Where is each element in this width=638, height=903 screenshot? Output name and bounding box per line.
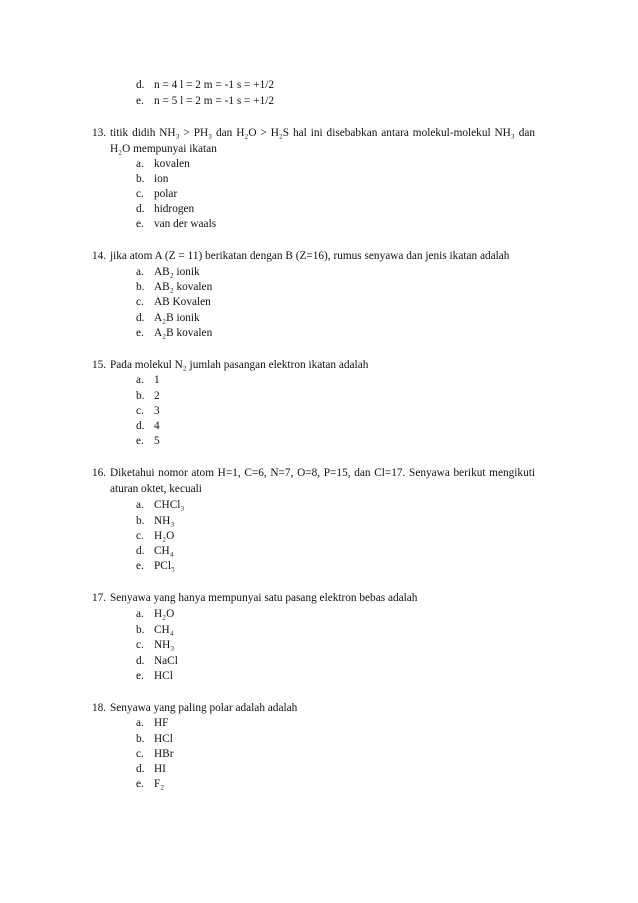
option-text: n = 4 l = 2 m = -1 s = +1/2 <box>154 79 275 91</box>
option-letter: d. <box>136 655 145 667</box>
option-letter: b. <box>136 173 145 185</box>
option-letter: c. <box>136 530 144 542</box>
option-text: 3 <box>154 405 160 417</box>
option-text: HF <box>154 717 169 729</box>
option-text: CH₄ <box>154 545 174 557</box>
option-text: A₂B ionik <box>154 312 200 324</box>
question-number: 18. <box>92 702 107 714</box>
option-letter: c. <box>136 748 144 760</box>
option-text: F₂ <box>154 778 165 790</box>
question-text-line-1: Pada molekul N₂ jumlah pasangan elektron ikatan adalah <box>110 359 369 371</box>
option-text: polar <box>154 188 178 200</box>
option-text: NH₃ <box>154 515 175 527</box>
option-text: HCl <box>154 733 173 745</box>
option-letter: b. <box>136 390 145 402</box>
question-text-line-1: Senyawa yang paling polar adalah adalah <box>110 702 298 714</box>
option-letter: c. <box>136 296 144 308</box>
option-text: CHCl₃ <box>154 499 185 511</box>
option-text: n = 5 l = 2 m = -1 s = +1/2 <box>154 95 275 107</box>
option-text: H₂O <box>154 608 175 620</box>
question-number: 16. <box>92 467 107 479</box>
option-text: HI <box>154 763 166 775</box>
option-letter: d. <box>136 420 145 432</box>
option-letter: a. <box>136 717 144 729</box>
option-letter: a. <box>136 499 144 511</box>
option-letter: e. <box>136 670 144 682</box>
option-text: PCl₅ <box>154 560 175 572</box>
option-letter: b. <box>136 281 145 293</box>
option-letter: d. <box>136 79 145 91</box>
question-text-line-2: H₂O mempunyai ikatan <box>110 143 217 155</box>
option-text: 2 <box>154 390 160 402</box>
option-letter: e. <box>136 327 144 339</box>
option-letter: e. <box>136 560 144 572</box>
option-text: hidrogen <box>154 203 195 215</box>
option-text: AB₂ kovalen <box>154 281 213 293</box>
option-letter: a. <box>136 374 144 386</box>
option-letter: e. <box>136 218 144 230</box>
option-letter: c. <box>136 405 144 417</box>
question-text-line-2: aturan oktet, kecuali <box>110 483 202 495</box>
option-text: HBr <box>154 748 174 760</box>
option-letter: a. <box>136 158 144 170</box>
option-letter: e. <box>136 435 144 447</box>
option-letter: a. <box>136 266 144 278</box>
option-letter: d. <box>136 545 145 557</box>
option-text: kovalen <box>154 158 190 170</box>
question-text-line-1: Senyawa yang hanya mempunyai satu pasang elektron bebas adalah <box>110 592 418 604</box>
question-number: 15. <box>92 359 107 371</box>
question-text-line-1: titik didih NH₃ > PH₃ dan H₂O > H₂S hal ini disebabkan antara molekul-molekul NH₃ dan <box>110 127 535 139</box>
question-number: 14. <box>92 250 107 262</box>
option-text: van der waals <box>154 218 217 230</box>
question-number: 13. <box>92 127 107 139</box>
question-text-line-1: jika atom A (Z = 11) berikatan dengan B (Z=16), rumus senyawa dan jenis ikatan adalah <box>110 250 510 262</box>
option-text: A₂B kovalen <box>154 327 213 339</box>
option-text: AB Kovalen <box>154 296 211 308</box>
option-letter: b. <box>136 515 145 527</box>
option-text: HCl <box>154 670 173 682</box>
option-text: AB₂ ionik <box>154 266 200 278</box>
option-text: NH₃ <box>154 639 175 651</box>
option-letter: d. <box>136 763 145 775</box>
option-text: 4 <box>154 420 160 432</box>
option-text: H₂O <box>154 530 175 542</box>
option-text: ion <box>154 173 169 185</box>
option-letter: e. <box>136 778 144 790</box>
option-letter: e. <box>136 95 144 107</box>
option-text: 1 <box>154 374 160 386</box>
option-letter: c. <box>136 188 144 200</box>
question-text-line-1: Diketahui nomor atom H=1, C=6, N=7, O=8, P=15, dan Cl=17. Senyawa berikut mengikuti <box>110 467 535 479</box>
option-letter: d. <box>136 203 145 215</box>
option-letter: a. <box>136 608 144 620</box>
option-text: 5 <box>154 435 160 447</box>
option-letter: c. <box>136 639 144 651</box>
option-letter: d. <box>136 312 145 324</box>
option-letter: b. <box>136 624 145 636</box>
question-number: 17. <box>92 592 107 604</box>
option-letter: b. <box>136 733 145 745</box>
option-text: CH₄ <box>154 624 174 636</box>
option-text: NaCl <box>154 655 178 667</box>
